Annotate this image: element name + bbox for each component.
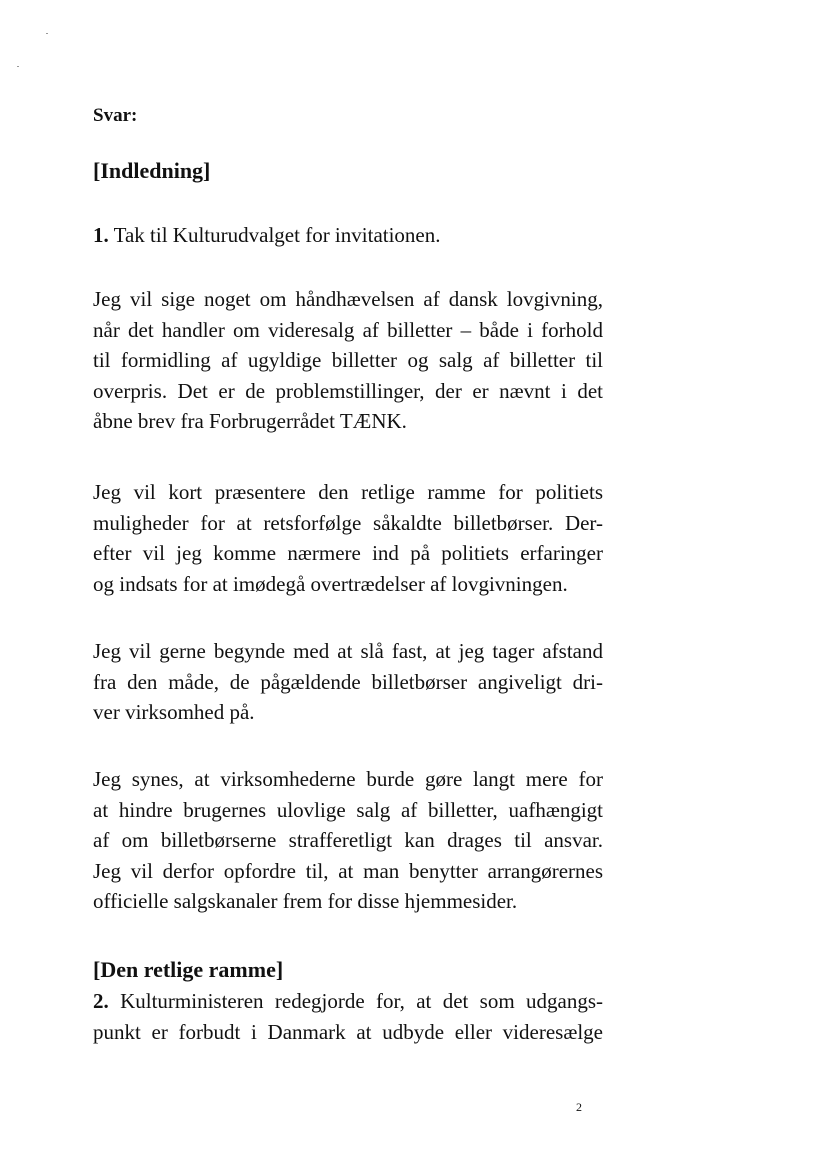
text-line: Jeg vil gerne begynde med at slå fast, at jeg tager afstand	[93, 639, 603, 663]
intro-heading: [Indledning]	[93, 158, 211, 183]
answer-label: Svar:	[93, 105, 138, 126]
paragraph-text: Tak til Kulturudvalget for invitationen.	[113, 223, 441, 247]
text-line: fra den måde, de pågældende billetbørser angiveligt dri-	[93, 669, 603, 694]
paragraph-1	[93, 220, 603, 251]
page-number: 2	[576, 1100, 582, 1114]
paragraph-2	[93, 986, 603, 1047]
scan-speck	[46, 33, 48, 34]
paragraph-framework	[93, 477, 603, 599]
paragraph-text: Kulturministeren redegjorde for, at det som udgangs-	[120, 989, 603, 1013]
paragraph-distance	[93, 636, 603, 728]
paragraph-number: 2.	[93, 989, 109, 1013]
text-line: Jeg vil derfor opfordre til, at man benytter arrangørernes	[93, 858, 603, 883]
paragraph-enforcement	[93, 284, 603, 437]
scan-speck	[17, 66, 19, 67]
text-line	[93, 986, 603, 1017]
text-line: overpris. Det er de problemstillinger, der er nævnt i det	[93, 378, 603, 403]
paragraph-number: 1.	[93, 223, 109, 247]
text-line: Jeg vil kort præsentere den retlige ramme for politiets	[93, 480, 603, 504]
text-line: af om billetbørserne strafferetligt kan drages til ansvar.	[93, 828, 603, 852]
text-line: Jeg vil sige noget om håndhævelsen af dansk lovgivning,	[93, 287, 603, 311]
paragraph-companies	[93, 764, 603, 917]
text-line: muligheder for at retsforfølge såkaldte billetbørser. Der-	[93, 510, 603, 535]
text-line: ver virksomhed på.	[93, 700, 255, 724]
text-line: at hindre brugernes ulovlige salg af billetter, uafhængigt	[93, 797, 603, 822]
text-line: officielle salgskanaler frem for disse hjemmesider.	[93, 889, 518, 913]
text-line: efter vil jeg komme nærmere ind på politiets erfaringer	[93, 541, 603, 565]
text-line: punkt er forbudt i Danmark at udbyde eller videresælge	[93, 1019, 603, 1044]
text-line: når det handler om videresalg af billetter – både i forhold	[93, 317, 603, 342]
text-line: Jeg synes, at virksomhederne burde gøre langt mere for	[93, 767, 603, 791]
text-line: og indsats for at imødegå overtrædelser af lovgivningen.	[93, 571, 568, 596]
text-line: til formidling af ugyldige billetter og salg af billetter til	[93, 348, 603, 372]
legal-framework-heading: [Den retlige ramme]	[93, 957, 284, 982]
text-line: åbne brev fra Forbrugerrådet TÆNK.	[93, 409, 407, 433]
